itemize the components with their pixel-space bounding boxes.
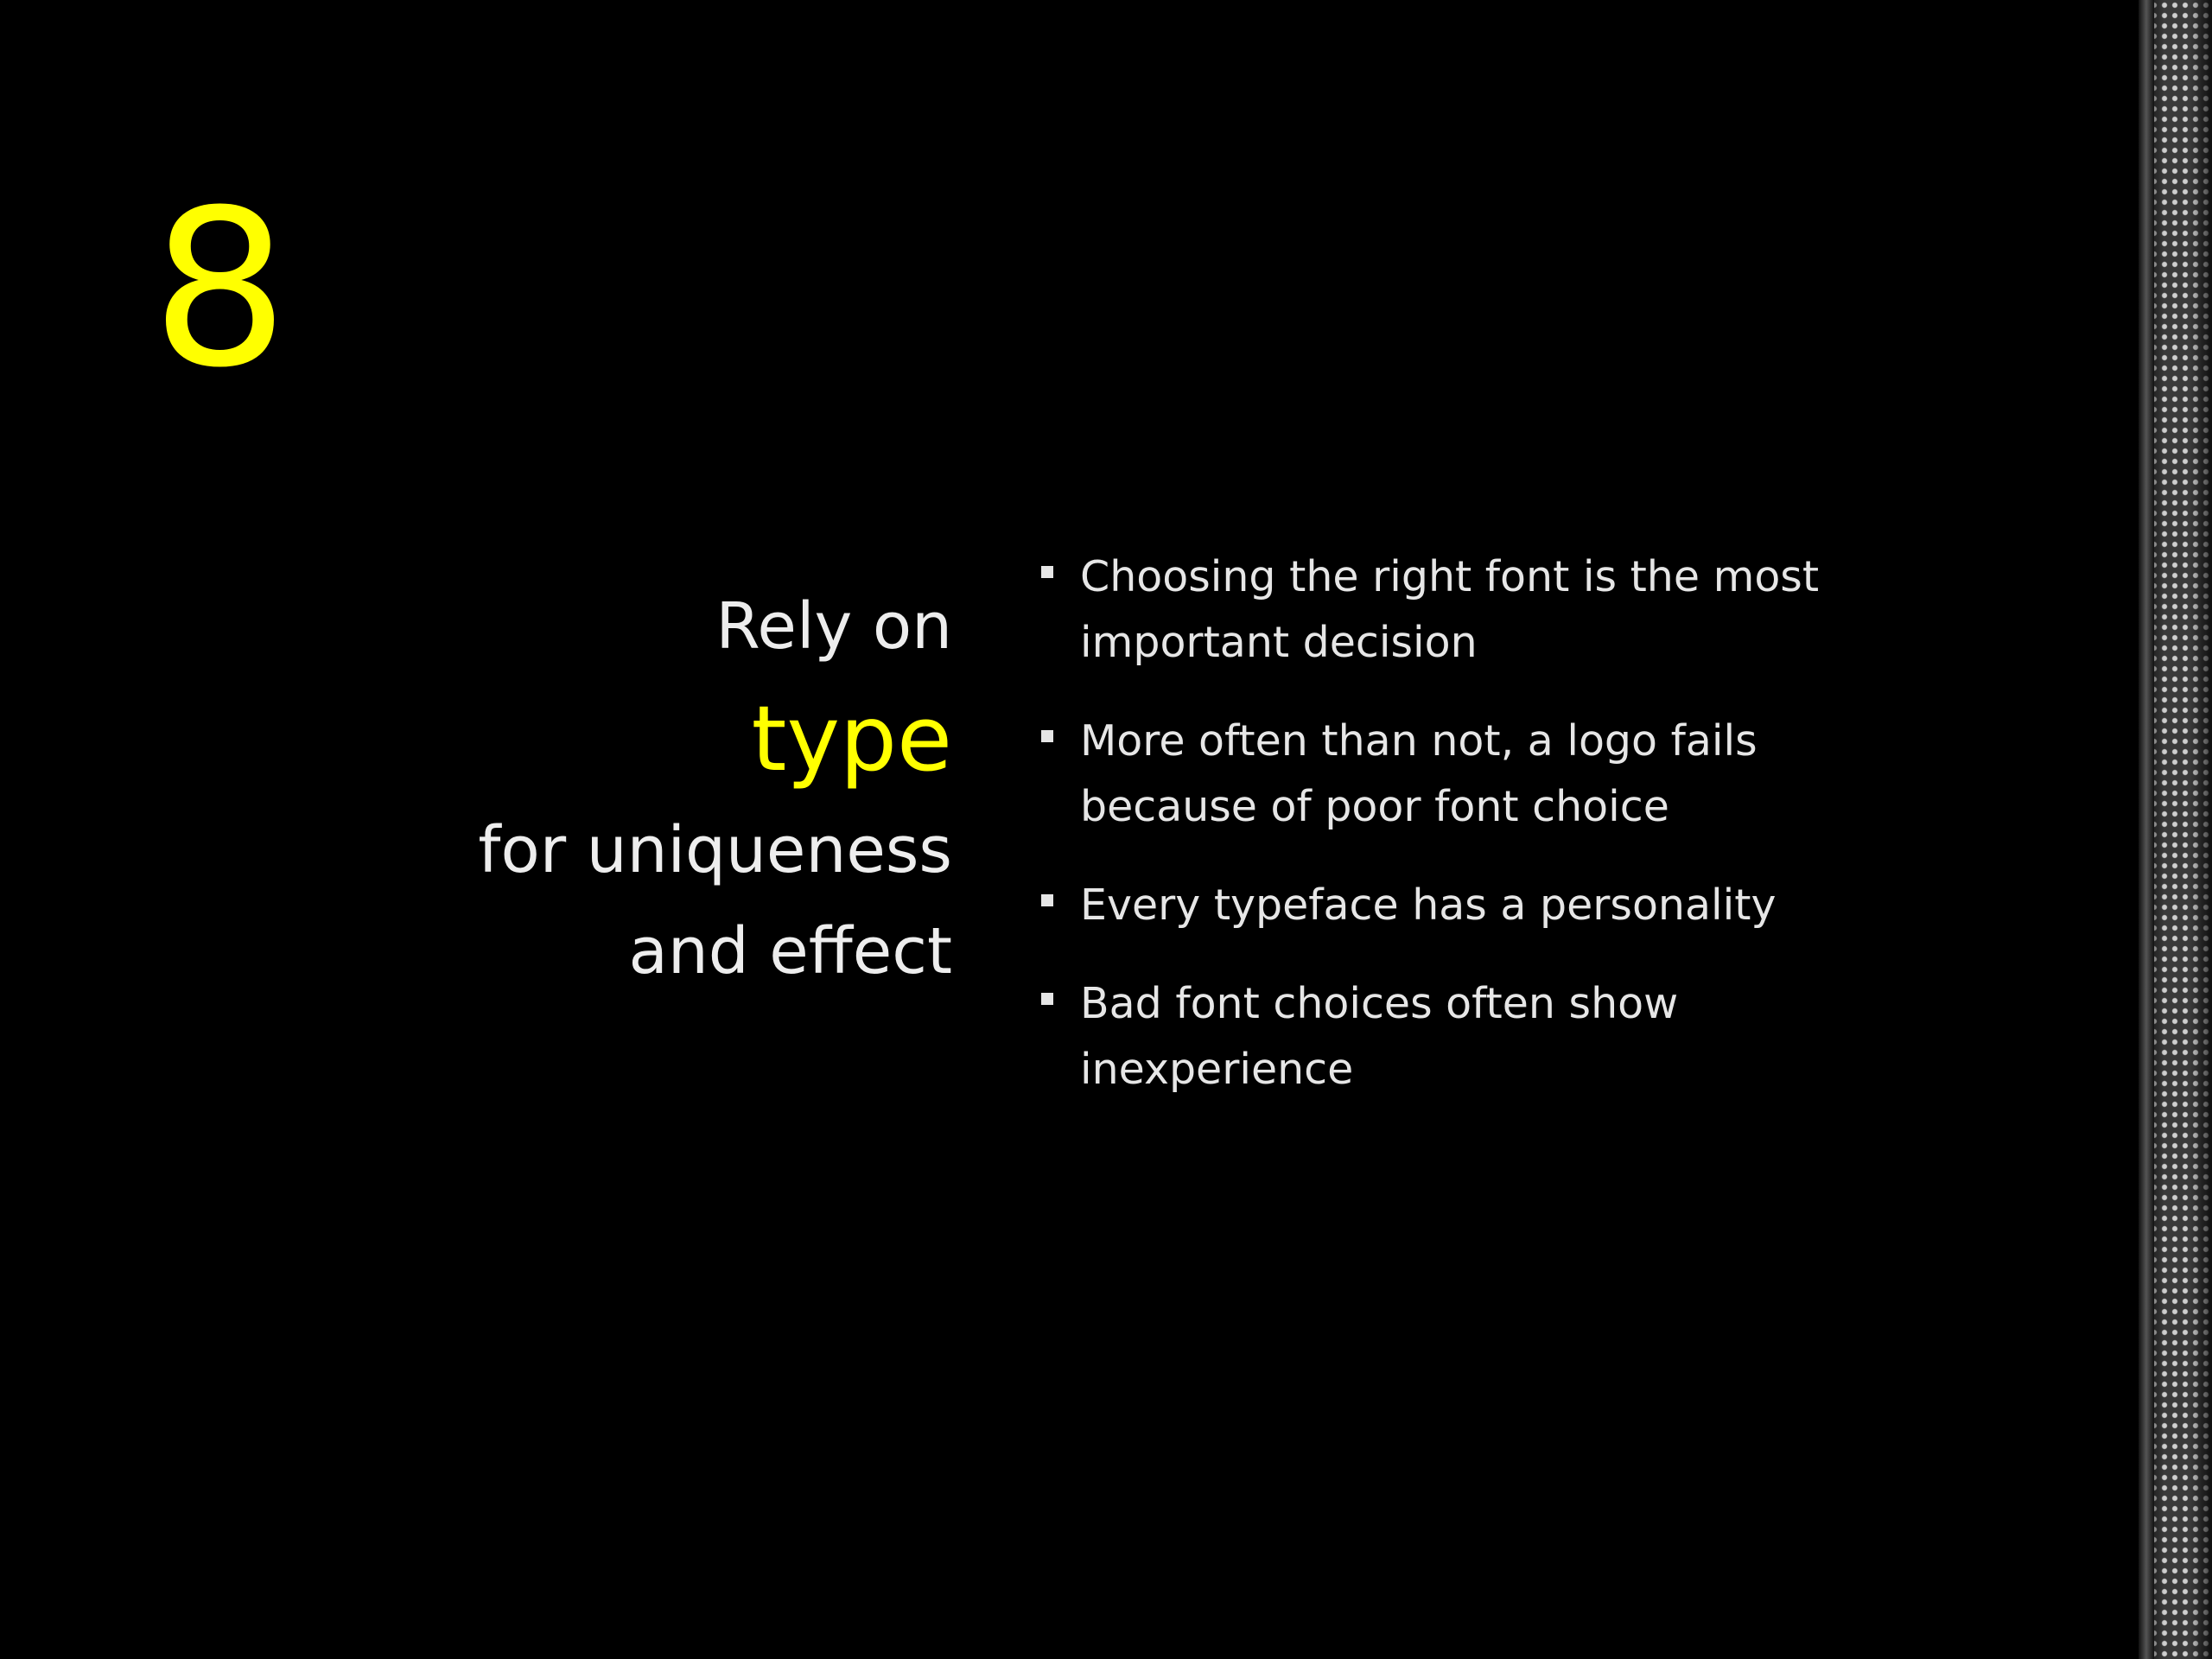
bullet-item xyxy=(1037,971,1918,1103)
bullet-text: Bad font choices often show inexperience xyxy=(1080,979,1679,1094)
bullet-list xyxy=(1037,544,1918,1135)
bullet-item xyxy=(1037,544,1918,676)
heading-highlight: type xyxy=(751,686,952,791)
square-bullet-icon xyxy=(1041,894,1053,906)
decorative-side-strip xyxy=(2139,0,2212,1659)
bullet-item xyxy=(1037,873,1918,938)
slide-number: 8 xyxy=(151,163,289,415)
bullet-item xyxy=(1037,709,1918,840)
bullet-text: Every typeface has a personality xyxy=(1080,880,1777,930)
bullet-text: More often than not, a logo fails because of poor font choice xyxy=(1080,716,1758,831)
square-bullet-icon xyxy=(1041,730,1053,742)
slide-heading xyxy=(363,575,952,1001)
square-bullet-icon xyxy=(1041,566,1053,578)
heading-line-1: Rely on xyxy=(715,589,952,664)
heading-line-4: and effect xyxy=(628,914,952,988)
bullet-text: Choosing the right font is the most important decision xyxy=(1080,552,1820,667)
square-bullet-icon xyxy=(1041,993,1053,1005)
heading-line-3: for uniqueness xyxy=(478,813,952,887)
